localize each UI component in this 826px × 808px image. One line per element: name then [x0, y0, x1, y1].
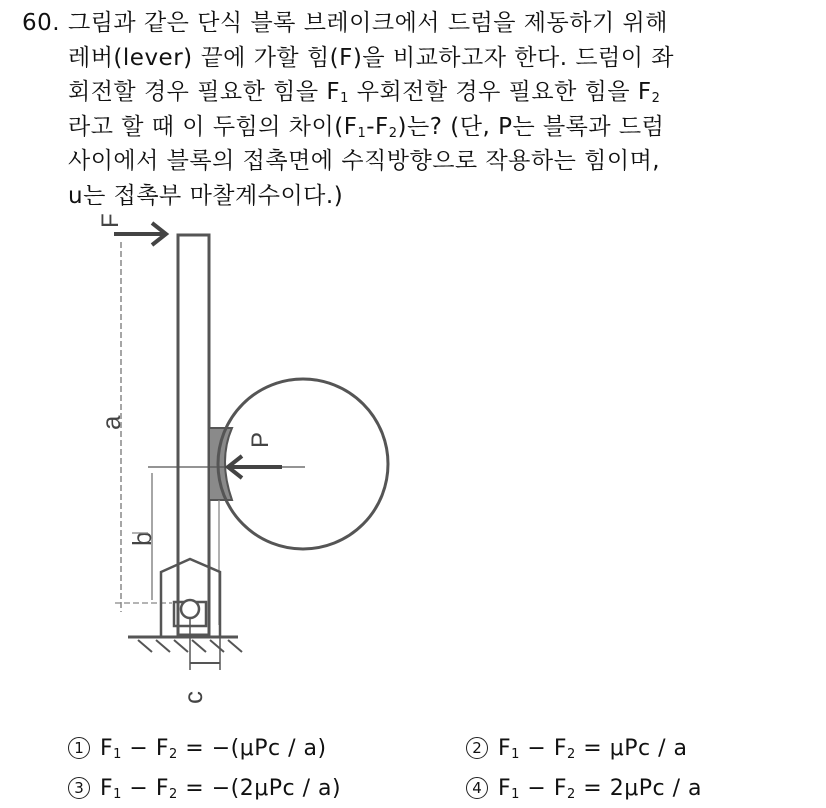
choice-4[interactable]: 4 $F_1 - F_2 = 2\mu Pc / a$	[466, 776, 702, 801]
answer-choices	[68, 728, 808, 808]
force-arrow-icon	[228, 456, 282, 478]
question-number: 60.	[22, 10, 61, 36]
question-line-3: 회전할 경우 필요한 힘을 $F_1$ 우회전할 경우 필요한 힘을 $F_2$	[68, 79, 661, 106]
label-b: b	[127, 531, 157, 546]
label-c: c	[178, 691, 208, 704]
question-line-1: 60. 그림과 같은 단식 블록 브레이크에서 드럼을 제동하기 위해	[22, 6, 812, 41]
label-a: a	[96, 415, 126, 430]
block-brake-diagram	[90, 190, 410, 710]
ground-hatch-icon	[128, 637, 242, 652]
choice-1[interactable]: 1 $F_1 - F_2 = -(\mu Pc / a)$	[68, 736, 466, 761]
label-f: F	[97, 213, 124, 228]
lever	[178, 235, 209, 635]
label-p: P	[247, 431, 274, 448]
pivot-pin-icon	[181, 600, 199, 618]
question-line-5: 사이에서 블록의 접촉면에 수직방향으로 작용하는 힘이며,	[68, 148, 661, 174]
choice-2[interactable]: 2 $F_1 - F_2 = \mu Pc / a$	[466, 736, 687, 761]
choice-3[interactable]: 3 $F_1 - F_2 = -(2\mu Pc / a)$	[68, 776, 466, 801]
question-line-4: 라고 할 때 이 두힘의 차이$(F_1-F_2)$는? (단, P는 블록과 드럼	[68, 113, 665, 141]
question	[22, 6, 812, 213]
drum	[218, 379, 388, 549]
question-line-6: u는 접촉부 마찰계수이다.)	[68, 182, 344, 209]
question-line-2: 레버(lever) 끝에 가할 힘(F)을 비교하고자 한다. 드럼이 좌	[68, 44, 675, 71]
